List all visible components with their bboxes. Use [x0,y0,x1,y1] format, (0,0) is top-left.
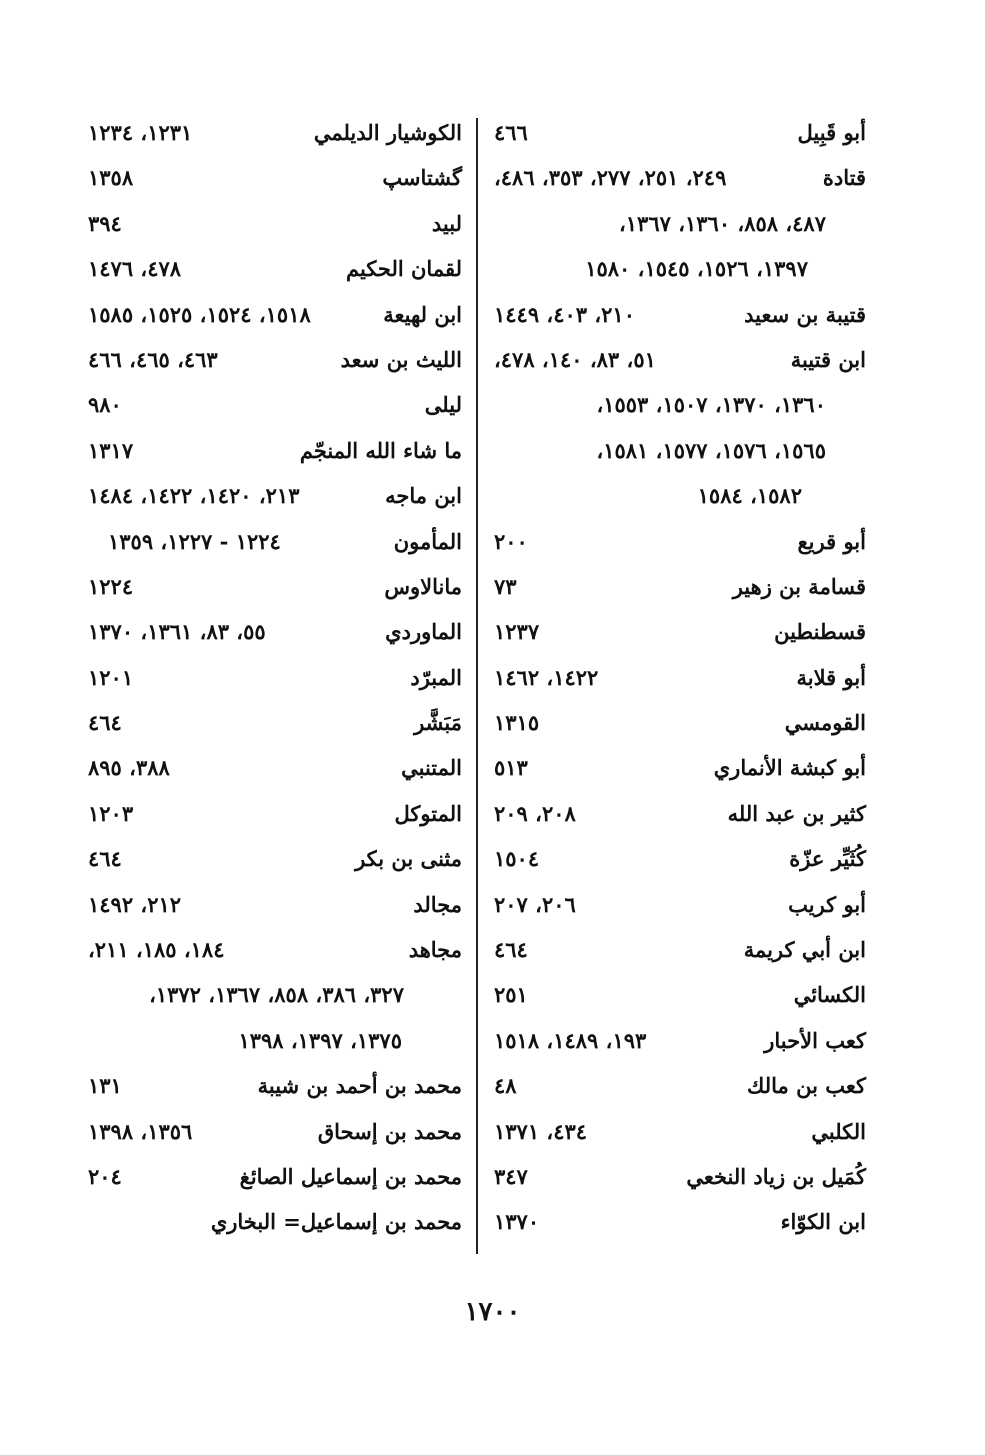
entry-name: ابن قتيبة [790,346,866,372]
entry-pages: ١٢٠١ [88,664,134,690]
entry-pages: ٤٦٦ [494,120,528,145]
entry-pages: ٤٧٨، ١٤٧٦ [88,256,182,282]
entry-pages: ٥١، ٨٣، ١٤٠، ٤٧٨، [494,346,656,372]
entry-pages: ٢٠٨، ٢٠٩ [494,800,576,826]
entry-pages: ١٣٧٠ [494,1209,540,1235]
entry-pages: ٤٦٤ [88,846,122,872]
index-entry [494,1199,866,1244]
entry-name: ابن الكوّاء [780,1209,866,1235]
index-entry [88,791,462,836]
entry-pages: ١٣٧٥، ١٣٩٧، ١٣٩٨ [238,1027,402,1053]
entry-name: كُثَيِّر عزّة [789,846,866,872]
entry-name: لقمان الحكيم [346,256,462,282]
entry-pages: ٢٥١ [494,982,528,1008]
index-entry [494,155,866,200]
page-number: ١٧٠٠ [464,1297,521,1327]
index-entry [494,836,866,881]
entry-pages: ١٨٤، ١٨٥، ٢١١، [88,937,225,963]
entry-pages: ١٢٠٣ [88,800,134,826]
index-entry [494,972,866,1017]
index-entry [88,337,462,382]
entry-pages: ١٢٣١، ١٢٣٤ [88,120,193,145]
entry-name: كعب الأحبار [764,1027,866,1053]
index-entry [88,609,462,654]
index-entry [88,1199,462,1244]
index-entry [88,155,462,200]
entry-name: قسطنطين [774,619,866,645]
index-entry [494,609,866,654]
entry-pages: ٢٠٠ [494,528,528,554]
index-entry [88,1109,462,1154]
index-entry [88,519,462,564]
entry-pages: ١٣١ [88,1073,122,1099]
entry-name: الكسائي [793,982,866,1008]
index-entry [88,201,462,246]
entry-name: محمد بن إسحاق [317,1118,462,1144]
entry-name: مثنى بن بكر [355,846,462,872]
entry-pages: ١٥١٨، ١٥٢٤، ١٥٢٥، ١٥٨٥ [88,301,311,327]
index-entry [494,1018,866,1063]
entry-name: محمد بن إسماعيل الصائغ [239,1163,462,1189]
index-entry [88,655,462,700]
index-entry [494,382,866,427]
entry-name: ما شاء الله المنجّم [299,437,462,463]
entry-pages: ٢٤٩، ٢٥١، ٢٧٧، ٣٥٣، ٤٨٦، [494,165,727,191]
entry-name: قسامة بن زهير [732,573,866,599]
entry-name: قتادة [822,165,866,191]
index-entry [494,1154,866,1199]
entry-pages: ١٢٢٤ - ١٢٢٧، ١٣٥٩ [108,528,281,554]
entry-name: مجاهد [408,937,462,963]
entry-pages: ١٢٢٤ [88,573,134,599]
index-entry [88,1063,462,1108]
entry-name: الكوشيار الديلمي [313,120,462,145]
entry-pages: ٣٩٤ [88,210,122,236]
index-entry [88,428,462,473]
index-entry [494,292,866,337]
entry-pages: ١٩٣، ١٤٨٩، ١٥١٨ [494,1027,647,1053]
entry-pages: ٤٦٣، ٤٦٥، ٤٦٦ [88,346,218,372]
entry-pages: ٧٣ [494,573,517,599]
index-entry [88,292,462,337]
index-entry [88,1154,462,1199]
entry-name: أبو قريع [797,528,866,554]
entry-name: كثير بن عبد الله [727,800,866,826]
index-entry [494,700,866,745]
index-entry [494,745,866,790]
entry-pages: ١٣٩٧، ١٥٢٦، ١٥٤٥، ١٥٨٠ [585,256,808,282]
entry-name: أبو كبشة الأنماري [713,755,866,781]
entry-name: محمد بن إسماعيل= البخاري [210,1209,462,1235]
index-entry [88,882,462,927]
index-entry [88,382,462,427]
index-column-left [88,110,462,1245]
entry-pages: ١٥٦٥، ١٥٧٦، ١٥٧٧، ١٥٨١، [596,437,826,463]
column-divider [476,118,478,1254]
entry-name: المتنبي [401,755,462,781]
index-entry [494,927,866,972]
index-entry [88,110,462,155]
entry-pages: ٣٤٧ [494,1163,528,1189]
index-entry [494,564,866,609]
entry-pages: ١٤٢٢، ١٤٦٢ [494,664,599,690]
entry-pages: ٩٨٠ [88,392,122,418]
index-entry [494,655,866,700]
entry-pages: ١٣٥٦، ١٣٩٨ [88,1118,193,1144]
entry-pages: ١٥٠٤ [494,846,540,872]
entry-name: المبرّد [410,664,462,690]
entry-name: لبيد [431,210,462,236]
entry-pages: ٢١٢، ١٤٩٢ [88,891,182,917]
entry-pages: ١٣١٥ [494,710,540,736]
entry-pages: ٤٦٤ [88,710,122,736]
index-entry [494,428,866,473]
entry-name: الكلبي [811,1118,866,1144]
index-entry [494,246,866,291]
entry-name: مجالد [413,891,462,917]
entry-pages: ١٣٦٠، ١٣٧٠، ١٥٠٧، ١٥٥٣، [596,392,826,418]
entry-name: قتيبة بن سعيد [744,301,866,327]
entry-pages: ١٣١٧ [88,437,134,463]
index-entry [88,1018,462,1063]
index-entry [88,700,462,745]
index-entry [494,473,866,518]
entry-name: الماوردي [385,619,462,645]
entry-pages: ٣٨٨، ٨٩٥ [88,755,170,781]
entry-pages: ١٣٥٨ [88,165,134,191]
entry-name: القومسي [784,710,866,736]
entry-pages: ٥٥، ٨٣، ١٣٦١، ١٣٧٠ [88,619,266,645]
index-entry [88,246,462,291]
entry-pages: ١٢٣٧ [494,619,540,645]
entry-pages: ٣٢٧، ٣٨٦، ٨٥٨، ١٣٦٧، ١٣٧٢، [149,982,404,1008]
entry-pages: ٤٨٧، ٨٥٨، ١٣٦٠، ١٣٦٧، [619,210,826,236]
index-entry [494,337,866,382]
index-entry [494,201,866,246]
index-entry [88,745,462,790]
index-entry [88,564,462,609]
entry-name: مانالاوس [384,573,462,599]
entry-pages: ٢١٠، ٤٠٣، ١٤٤٩ [494,301,635,327]
entry-name: كُمَيل بن زياد النخعي [686,1163,866,1189]
entry-name: ابن أبي كريمة [743,937,866,963]
index-entry [88,972,462,1017]
entry-pages: ٤٨ [494,1073,517,1099]
entry-name: المتوكل [394,800,462,826]
entry-name: ابن ماجه [385,483,462,509]
entry-pages: ٢١٣، ١٤٢٠، ١٤٢٢، ١٤٨٤ [88,483,300,509]
index-column-right [494,110,866,1245]
entry-pages: ٤٣٤، ١٣٧١ [494,1118,588,1144]
entry-name: محمد بن أحمد بن شيبة [257,1073,462,1099]
index-entry [494,882,866,927]
index-entry [88,927,462,972]
entry-pages: ٢٠٤ [88,1163,122,1189]
entry-name: أبو كريب [788,891,866,917]
entry-name: الليث بن سعد [340,346,462,372]
index-entry [88,473,462,518]
index-entry [494,1109,866,1154]
entry-name: أبو قلابة [796,664,866,690]
entry-pages: ٤٦٤ [494,937,528,963]
index-entry [494,519,866,564]
entry-pages: ٥١٣ [494,755,528,781]
index-entry [88,836,462,881]
entry-name: مَبَشَّر [414,710,462,736]
index-entry [494,110,866,155]
index-entry [494,1063,866,1108]
entry-name: ليلى [424,392,462,418]
index-entry [494,791,866,836]
entry-pages: ٢٠٦، ٢٠٧ [494,891,576,917]
entry-name: كعب بن مالك [747,1073,866,1099]
entry-name: أبو قَبِيل [797,120,866,145]
entry-name: ابن لهيعة [383,301,462,327]
entry-pages: ١٥٨٢، ١٥٨٤ [697,483,802,509]
entry-name: گشتاسپ [382,165,462,191]
entry-name: المأمون [393,528,462,554]
